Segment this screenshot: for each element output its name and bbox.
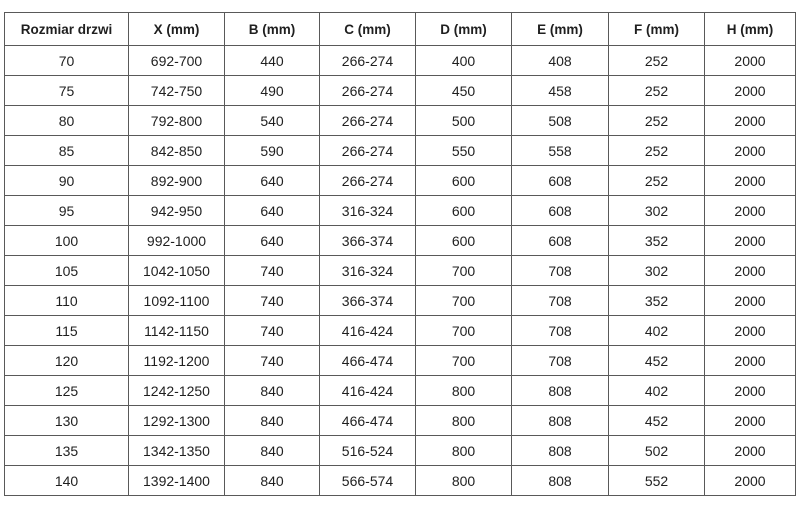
table-cell: 2000 xyxy=(705,256,796,286)
table-row xyxy=(5,466,796,496)
table-header-row xyxy=(5,13,796,46)
table-cell: 600 xyxy=(416,226,512,256)
table-cell: 135 xyxy=(5,436,129,466)
table-cell: 266-274 xyxy=(320,46,416,76)
table-cell: 2000 xyxy=(705,346,796,376)
table-cell: 2000 xyxy=(705,106,796,136)
table-cell: 416-424 xyxy=(320,316,416,346)
table-cell: 840 xyxy=(225,436,320,466)
table-cell: 90 xyxy=(5,166,129,196)
table-cell: 700 xyxy=(416,316,512,346)
table-cell: 740 xyxy=(225,346,320,376)
table-cell: 740 xyxy=(225,286,320,316)
table-cell: 2000 xyxy=(705,226,796,256)
table-row xyxy=(5,196,796,226)
table-cell: 1292-1300 xyxy=(129,406,225,436)
table-cell: 640 xyxy=(225,226,320,256)
column-header: X (mm) xyxy=(129,13,225,46)
table-body xyxy=(5,46,796,496)
table-cell: 558 xyxy=(512,136,609,166)
table-cell: 708 xyxy=(512,316,609,346)
table-cell: 105 xyxy=(5,256,129,286)
table-cell: 80 xyxy=(5,106,129,136)
table-cell: 808 xyxy=(512,406,609,436)
table-cell: 842-850 xyxy=(129,136,225,166)
table-cell: 800 xyxy=(416,376,512,406)
table-cell: 840 xyxy=(225,466,320,496)
table-cell: 452 xyxy=(609,406,705,436)
table-row xyxy=(5,256,796,286)
table-cell: 640 xyxy=(225,166,320,196)
table-cell: 700 xyxy=(416,256,512,286)
table-cell: 808 xyxy=(512,466,609,496)
table-cell: 252 xyxy=(609,136,705,166)
table-cell: 552 xyxy=(609,466,705,496)
table-cell: 516-524 xyxy=(320,436,416,466)
table-cell: 252 xyxy=(609,166,705,196)
table-cell: 942-950 xyxy=(129,196,225,226)
table-cell: 266-274 xyxy=(320,106,416,136)
table-cell: 600 xyxy=(416,166,512,196)
table-cell: 2000 xyxy=(705,466,796,496)
table-cell: 508 xyxy=(512,106,609,136)
table-cell: 742-750 xyxy=(129,76,225,106)
table-cell: 808 xyxy=(512,436,609,466)
column-header: Rozmiar drzwi xyxy=(5,13,129,46)
table-cell: 608 xyxy=(512,166,609,196)
table-cell: 130 xyxy=(5,406,129,436)
column-header: E (mm) xyxy=(512,13,609,46)
table-cell: 140 xyxy=(5,466,129,496)
table-cell: 402 xyxy=(609,376,705,406)
table-cell: 402 xyxy=(609,316,705,346)
table-cell: 316-324 xyxy=(320,256,416,286)
table-cell: 266-274 xyxy=(320,166,416,196)
door-size-specifications-table xyxy=(4,12,796,496)
table-cell: 490 xyxy=(225,76,320,106)
table-cell: 352 xyxy=(609,226,705,256)
table-cell: 115 xyxy=(5,316,129,346)
table-cell: 502 xyxy=(609,436,705,466)
table-cell: 2000 xyxy=(705,406,796,436)
table-cell: 2000 xyxy=(705,46,796,76)
table-cell: 2000 xyxy=(705,286,796,316)
table-cell: 2000 xyxy=(705,436,796,466)
table-cell: 100 xyxy=(5,226,129,256)
table-cell: 366-374 xyxy=(320,286,416,316)
table-cell: 2000 xyxy=(705,166,796,196)
table-cell: 800 xyxy=(416,406,512,436)
table-cell: 708 xyxy=(512,256,609,286)
table-row xyxy=(5,106,796,136)
table-cell: 800 xyxy=(416,436,512,466)
table-cell: 840 xyxy=(225,376,320,406)
table-cell: 840 xyxy=(225,406,320,436)
table-cell: 85 xyxy=(5,136,129,166)
table-cell: 2000 xyxy=(705,76,796,106)
table-cell: 1342-1350 xyxy=(129,436,225,466)
table-cell: 740 xyxy=(225,316,320,346)
table-cell: 458 xyxy=(512,76,609,106)
table-cell: 608 xyxy=(512,226,609,256)
table-cell: 800 xyxy=(416,466,512,496)
table-cell: 366-374 xyxy=(320,226,416,256)
table-cell: 550 xyxy=(416,136,512,166)
table-cell: 700 xyxy=(416,346,512,376)
table-cell: 1042-1050 xyxy=(129,256,225,286)
table-row xyxy=(5,136,796,166)
table-cell: 608 xyxy=(512,196,609,226)
table-row xyxy=(5,436,796,466)
table-cell: 1192-1200 xyxy=(129,346,225,376)
table-cell: 452 xyxy=(609,346,705,376)
table-cell: 110 xyxy=(5,286,129,316)
table-cell: 792-800 xyxy=(129,106,225,136)
table-cell: 2000 xyxy=(705,316,796,346)
table-row xyxy=(5,376,796,406)
table-cell: 708 xyxy=(512,346,609,376)
table-cell: 408 xyxy=(512,46,609,76)
table-cell: 70 xyxy=(5,46,129,76)
table-row xyxy=(5,346,796,376)
table-row xyxy=(5,76,796,106)
table-row xyxy=(5,406,796,436)
table-row xyxy=(5,46,796,76)
column-header: B (mm) xyxy=(225,13,320,46)
table-cell: 808 xyxy=(512,376,609,406)
table-cell: 1092-1100 xyxy=(129,286,225,316)
table-cell: 416-424 xyxy=(320,376,416,406)
table-cell: 700 xyxy=(416,286,512,316)
table-cell: 640 xyxy=(225,196,320,226)
table-cell: 590 xyxy=(225,136,320,166)
table-row xyxy=(5,286,796,316)
table-cell: 352 xyxy=(609,286,705,316)
column-header: H (mm) xyxy=(705,13,796,46)
table-cell: 2000 xyxy=(705,136,796,166)
table-cell: 708 xyxy=(512,286,609,316)
table-cell: 466-474 xyxy=(320,406,416,436)
table-cell: 125 xyxy=(5,376,129,406)
table-cell: 992-1000 xyxy=(129,226,225,256)
table-cell: 252 xyxy=(609,46,705,76)
column-header: F (mm) xyxy=(609,13,705,46)
table-cell: 1242-1250 xyxy=(129,376,225,406)
table-cell: 302 xyxy=(609,196,705,226)
table-cell: 75 xyxy=(5,76,129,106)
table-cell: 302 xyxy=(609,256,705,286)
table-cell: 466-474 xyxy=(320,346,416,376)
table-row xyxy=(5,316,796,346)
table-cell: 95 xyxy=(5,196,129,226)
column-header: C (mm) xyxy=(320,13,416,46)
table-cell: 1142-1150 xyxy=(129,316,225,346)
table-cell: 400 xyxy=(416,46,512,76)
table-row xyxy=(5,166,796,196)
table-cell: 1392-1400 xyxy=(129,466,225,496)
table-cell: 266-274 xyxy=(320,136,416,166)
column-header: D (mm) xyxy=(416,13,512,46)
table-cell: 566-574 xyxy=(320,466,416,496)
table-cell: 500 xyxy=(416,106,512,136)
table-cell: 120 xyxy=(5,346,129,376)
table-cell: 252 xyxy=(609,76,705,106)
table-cell: 252 xyxy=(609,106,705,136)
table-cell: 440 xyxy=(225,46,320,76)
table-cell: 2000 xyxy=(705,196,796,226)
table-cell: 740 xyxy=(225,256,320,286)
table-cell: 600 xyxy=(416,196,512,226)
table-cell: 2000 xyxy=(705,376,796,406)
table-cell: 540 xyxy=(225,106,320,136)
table-row xyxy=(5,226,796,256)
table-cell: 266-274 xyxy=(320,76,416,106)
table-cell: 892-900 xyxy=(129,166,225,196)
table-cell: 692-700 xyxy=(129,46,225,76)
table-cell: 450 xyxy=(416,76,512,106)
table-cell: 316-324 xyxy=(320,196,416,226)
